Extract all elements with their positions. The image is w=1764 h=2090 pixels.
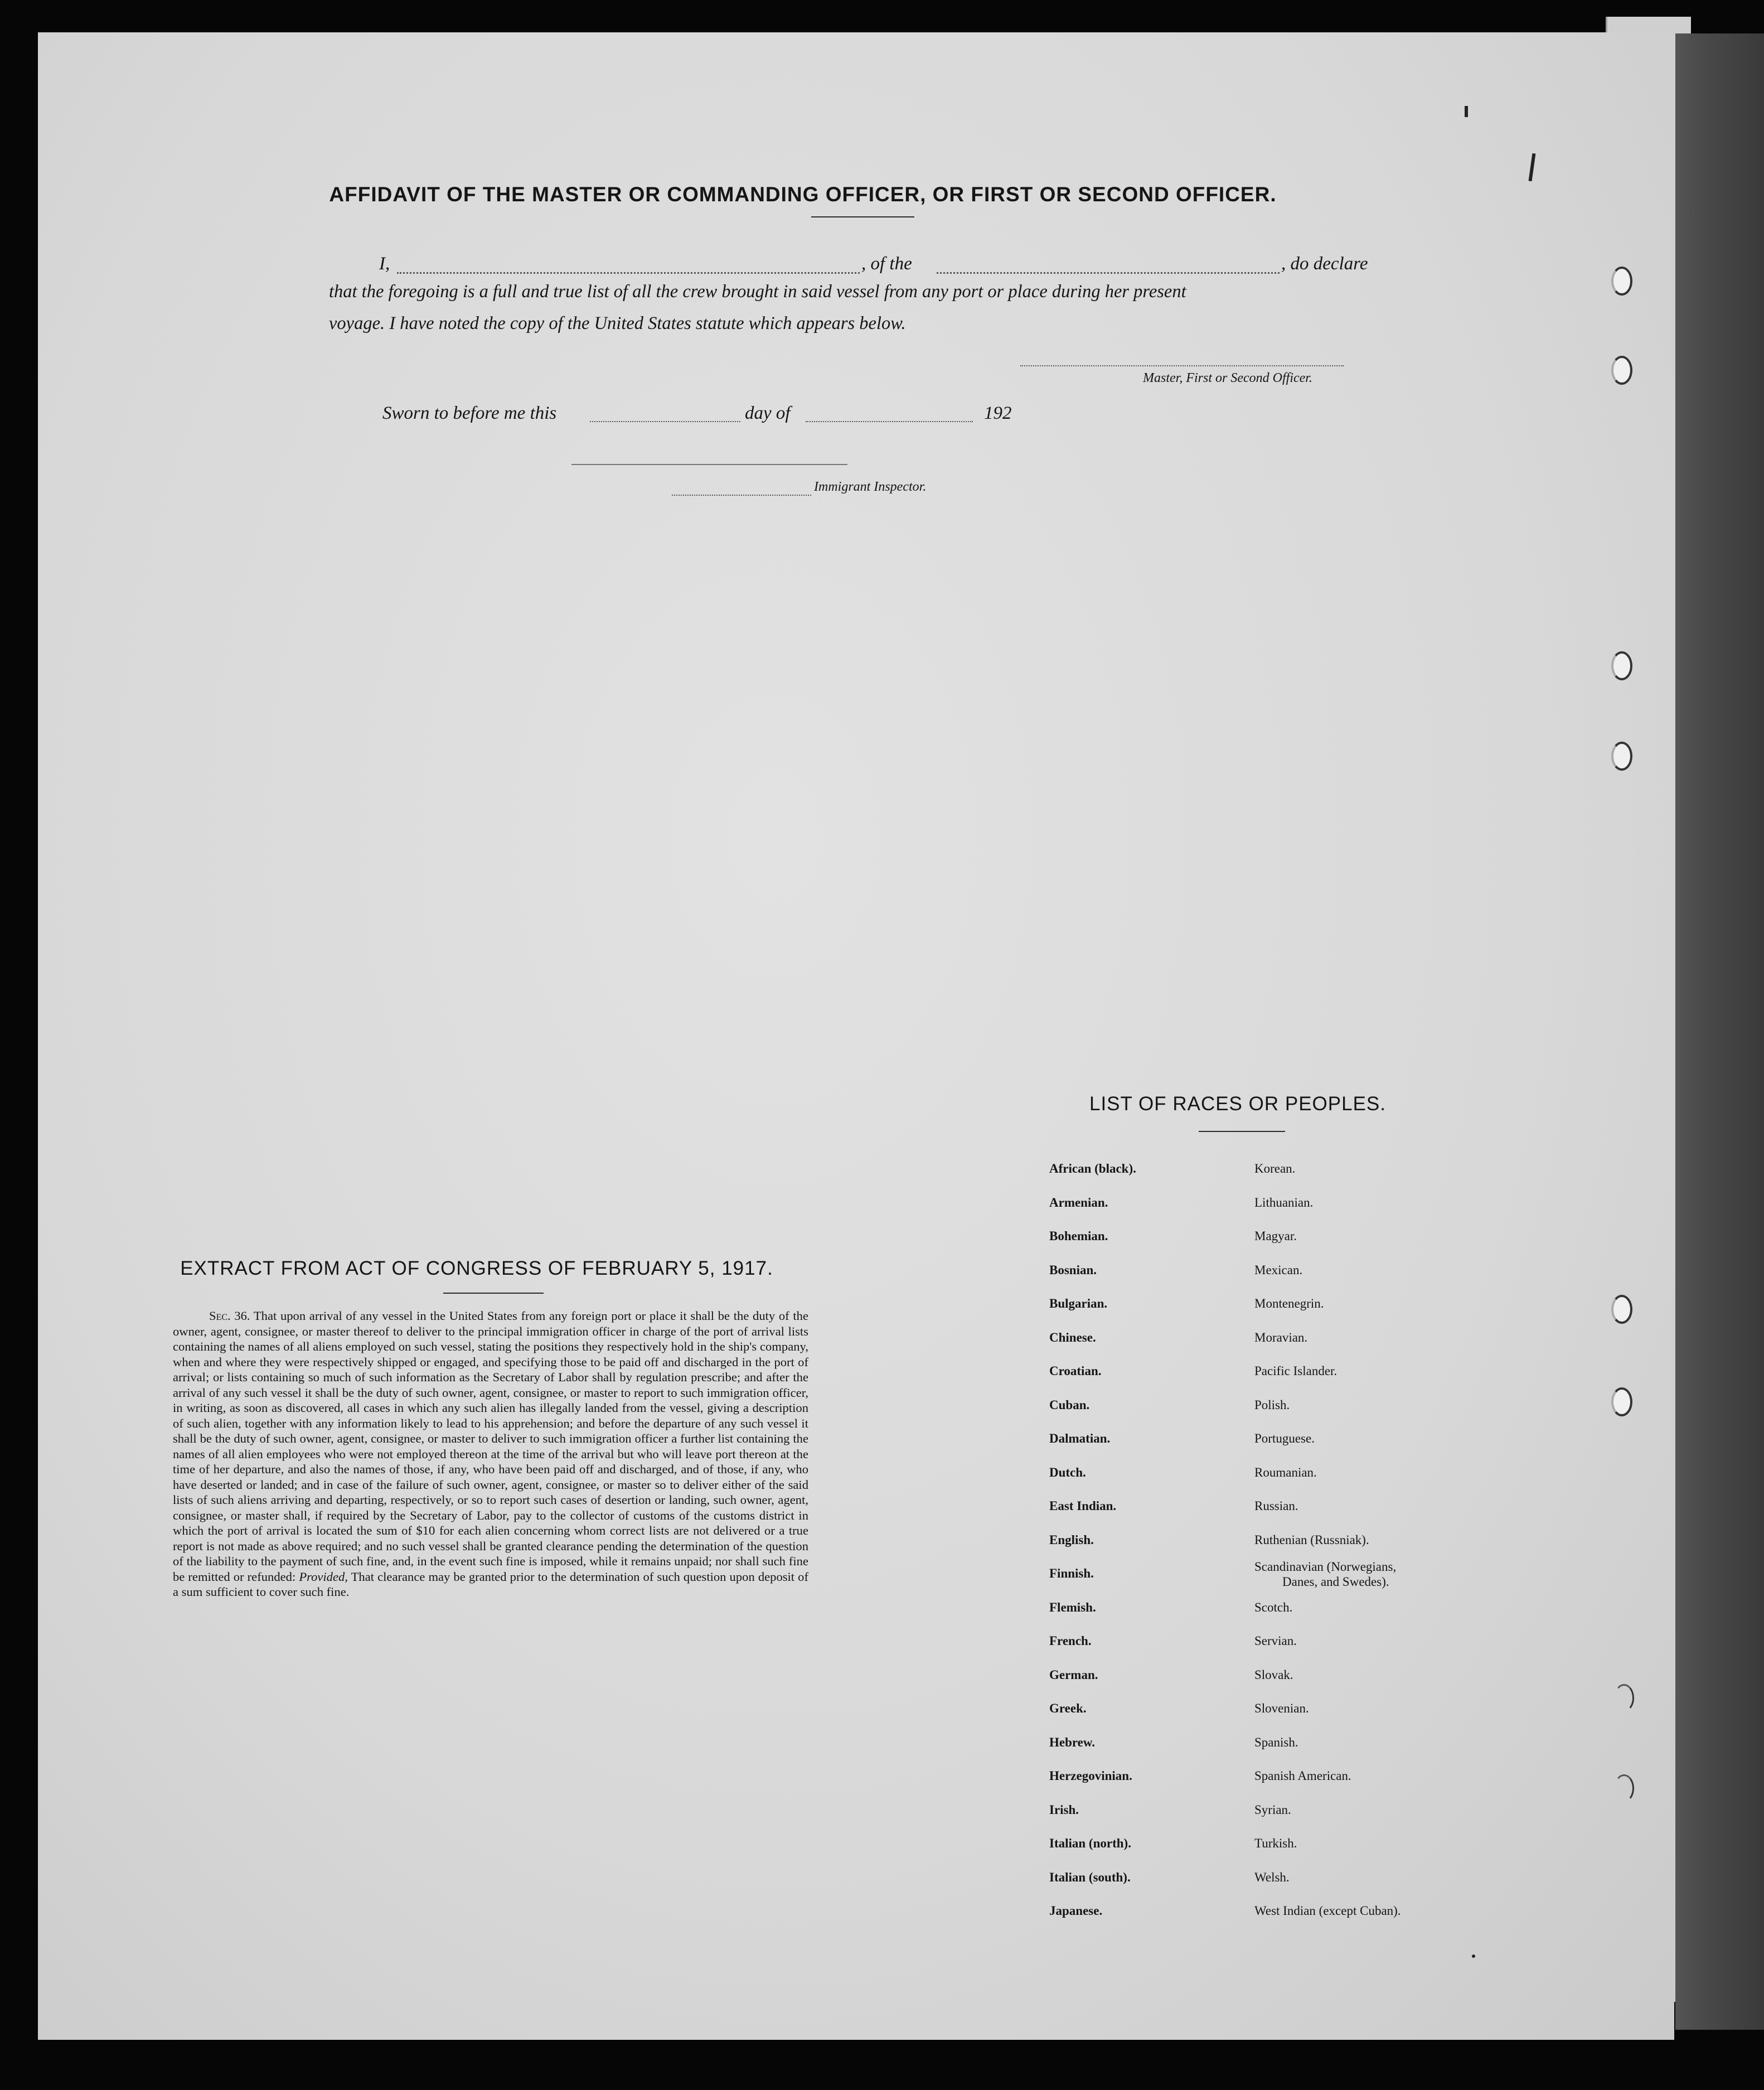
race-item: Turkish. (1254, 1836, 1297, 1850)
extract-text-part-1: That upon arrival of any vessel in the United States from any foreign port or place it shall be the duty of the owner, agent, consignee, or master thereof to deliver to the principal immigration officer in charge of the port of arrival lists containing the names of all aliens employed on such vessel, stating the positions they respectively hold in the ship's company, when and where they were respectively shipped or engaged, and specifying those to be paid off and discharged in the port of arrival; or lists containing so much of such information as the Secretary of Labor shall by regulation prescribe; and after the arrival of any such vessel it shall be the duty of such owner, agent, consignee, or master to report to such immigration officer, in writing, as soon as discovered, all cases in which any such alien has illegally landed from the vessel, giving a description of such alien, together with any information likely to lead to his apprehension; and before the departure of any such vessel it shall be the duty of such owner, agent, consignee, or master to deliver to such immigration officer a further list containing the names of all alien employees who were not employed thereon at the time of the arrival but who will leave port thereon at the time of her departure, and also the names of those, if any, who have been paid off and discharged, and of those, if any, who have deserted or landed; and in case of the failure of such owner, agent, consignee, or master so to deliver either of the said lists of such aliens arriving and departing, respectively, or so to report such cases of desertion or landing, such owner, agent, consignee, or master shall, if required by the Secretary of Labor, pay to the collector of customs of the customs district in which the port of arrival is located the sum of $10 for each alien concerning whom correct lists are not delivered or a true report is not made as above required; and no such vessel shall be granted clearance pending the determination of the question of the liability to the payment of such fine, and, in the event such fine is imposed, while it remains unpaid; nor shall such fine be remitted or refunded: (173, 1309, 808, 1584)
race-item: Spanish. (1254, 1735, 1298, 1749)
race-item: Korean. (1254, 1162, 1296, 1175)
sworn-month-blank (806, 421, 973, 422)
inspector-caption: Immigrant Inspector. (814, 480, 927, 494)
section-label: Sec. 36. (209, 1309, 250, 1323)
race-item: Dutch. (1049, 1465, 1086, 1479)
do-declare-label: , do declare (1281, 254, 1368, 274)
punch-hole (1614, 1684, 1634, 1712)
i-label: I, (379, 254, 390, 274)
races-left-column (1049, 1152, 1136, 1928)
race-item: Slovak. (1254, 1667, 1293, 1682)
extract-title: EXTRACT FROM ACT OF CONGRESS OF FEBRUARY 5, 1917. (180, 1257, 773, 1279)
race-item: Roumanian. (1254, 1465, 1317, 1479)
name-blank (397, 272, 860, 274)
race-item: Spanish American. (1254, 1769, 1351, 1783)
scan-background-right (1675, 33, 1764, 2030)
punch-hole (1611, 267, 1632, 296)
race-item: Japanese. (1049, 1904, 1103, 1918)
inspector-signature-line-1 (571, 464, 847, 465)
sworn-label: Sworn to before me this (382, 403, 557, 423)
race-item: Scotch. (1254, 1600, 1293, 1614)
race-item: Montenegrin. (1254, 1296, 1324, 1310)
affidavit-title-rule (811, 216, 914, 217)
races-title: LIST OF RACES OR PEOPLES. (1089, 1093, 1386, 1115)
race-item: Dalmatian. (1049, 1431, 1111, 1445)
punch-hole (1614, 1774, 1634, 1802)
race-item: Armenian. (1049, 1195, 1108, 1210)
sworn-day-blank (590, 421, 740, 422)
race-item: Ruthenian (Russniak). (1254, 1532, 1369, 1547)
race-item: Lithuanian. (1254, 1195, 1314, 1210)
race-item: Herzegovinian. (1049, 1769, 1132, 1783)
punch-hole (1611, 651, 1632, 680)
race-item: Bohemian. (1049, 1229, 1108, 1243)
race-item: Italian (south). (1049, 1870, 1131, 1884)
race-item: Syrian. (1254, 1802, 1291, 1817)
extract-title-rule (443, 1293, 544, 1294)
race-item: Mexican. (1254, 1262, 1303, 1277)
punch-hole (1611, 1387, 1632, 1416)
race-item: Servian. (1254, 1634, 1297, 1648)
vessel-blank (937, 272, 1280, 274)
statement-line-2: voyage. I have noted the copy of the United States statute which appears below. (329, 313, 906, 333)
ink-mark (1472, 1954, 1475, 1958)
race-item: Russian. (1254, 1499, 1298, 1513)
race-item: Greek. (1049, 1701, 1087, 1715)
race-item: Italian (north). (1049, 1836, 1131, 1850)
races-title-rule (1199, 1131, 1285, 1132)
race-item: Finnish. (1049, 1566, 1094, 1580)
of-the-label: , of the (861, 254, 912, 274)
provided-label: Provided, (299, 1569, 348, 1584)
ink-mark (1465, 106, 1468, 117)
race-item: Welsh. (1254, 1870, 1290, 1884)
race-item: Pacific Islander. (1254, 1364, 1337, 1378)
race-item: Hebrew. (1049, 1735, 1095, 1749)
extract-body (173, 1308, 808, 1600)
race-item: Polish. (1254, 1397, 1290, 1412)
day-of-label: day of (745, 403, 791, 423)
race-item: Bosnian. (1049, 1262, 1097, 1277)
year-prefix: 192 (984, 403, 1012, 423)
race-item: Slovenian. (1254, 1701, 1309, 1715)
race-item: German. (1049, 1667, 1098, 1682)
race-item: East Indian. (1049, 1499, 1117, 1513)
inspector-signature-blank (672, 495, 811, 496)
race-item: Magyar. (1254, 1229, 1297, 1243)
race-item: African (black). (1049, 1162, 1136, 1175)
extract-text-part-2: That clearance may be granted prior to the determination of such question upon deposit of a sum sufficient to cover such fine. (173, 1569, 808, 1599)
race-item: English. (1049, 1532, 1094, 1547)
race-item: Moravian. (1254, 1330, 1308, 1344)
race-item: West Indian (except Cuban). (1254, 1904, 1401, 1918)
bleed-through-ghost (112, 148, 1617, 178)
race-item-line: Scandinavian (Norwegians, (1254, 1560, 1397, 1574)
race-item: Flemish. (1049, 1600, 1096, 1614)
race-item: Bulgarian. (1049, 1296, 1108, 1310)
race-item (1254, 1557, 1401, 1591)
punch-hole (1611, 1295, 1632, 1324)
race-item: Chinese. (1049, 1330, 1096, 1344)
race-item: Portuguese. (1254, 1431, 1315, 1445)
races-right-column (1254, 1152, 1401, 1928)
punch-hole (1611, 742, 1632, 771)
race-item: Irish. (1049, 1802, 1079, 1817)
master-signature-blank (1020, 365, 1344, 366)
punch-hole (1611, 356, 1632, 385)
race-item: Croatian. (1049, 1364, 1102, 1378)
race-item: Cuban. (1049, 1397, 1090, 1412)
statement-line-1: that the foregoing is a full and true list of all the crew brought in said vessel from any port or place during her present (329, 282, 1186, 302)
race-item-continued: Danes, and Swedes). (1282, 1575, 1389, 1589)
affidavit-title: AFFIDAVIT OF THE MASTER OR COMMANDING OFFICER, OR FIRST OR SECOND OFFICER. (329, 183, 1277, 206)
master-signature-caption: Master, First or Second Officer. (1143, 371, 1312, 385)
race-item: French. (1049, 1634, 1092, 1648)
